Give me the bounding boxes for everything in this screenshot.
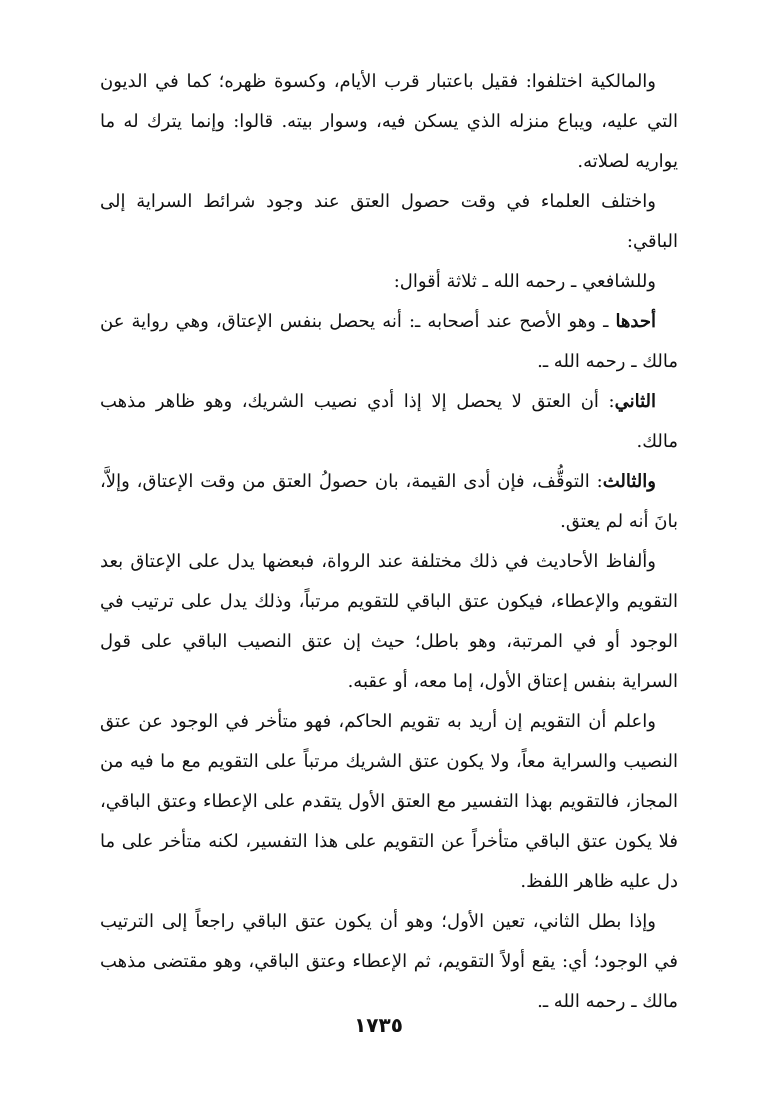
paragraph-text: والمالكية اختلفوا: فقيل باعتبار قرب الأيام، وكسوة ظهره؛ كما في الديون التي عليه، ويباع منزله الذي يسكن فيه، وسوار بيته. قالوا: وإنما يترك له ما يواريه لصلاته. bbox=[100, 71, 678, 172]
paragraph-text: وللشافعي ـ رحمه الله ـ ثلاثة أقوال: bbox=[393, 271, 656, 292]
paragraph-hadith-wordings bbox=[100, 542, 678, 702]
paragraph-text: ـ وهو الأصح عند أصحابه ـ: أنه يحصل بنفس الإعتاق، وهي رواية عن مالك ـ رحمه الله ـ. bbox=[100, 311, 678, 372]
paragraph-text: وألفاظ الأحاديث في ذلك مختلفة عند الرواة، فبعضها يدل على الإعتاق بعد التقويم والإعطاء، فيكون عتق الباقي للتقويم مرتباً، وذلك يدل على ترتيب في الوجود أو في المرتبة، وهو باطل؛ حيث إن عتق النصيب الباقي على قول السراية بنفس إعتاق الأول، إما معه، أو عقبه. bbox=[100, 551, 678, 692]
paragraph-lead: الثاني bbox=[614, 391, 656, 412]
paragraph-text: وإذا بطل الثاني، تعين الأول؛ وهو أن يكون عتق الباقي راجعاً إلى الترتيب في الوجود؛ أي: يقع أولاً التقويم، ثم الإعطاء وعتق الباقي، وهو مقتضى مذهب مالك ـ رحمه الله ـ. bbox=[100, 911, 678, 1012]
paragraph-lead: أحدها bbox=[615, 311, 656, 332]
paragraph-text: : أن العتق لا يحصل إلا إذا أدي نصيب الشريك، وهو ظاهر مذهب مالك. bbox=[100, 391, 678, 452]
paragraph-text: واعلم أن التقويم إن أريد به تقويم الحاكم، فهو متأخر في الوجود عن عتق النصيب والسراية معاً، ولا يكون عتق الشريك مرتباً على التقويم مع ما فيه من المجاز، فالتقويم بهذا التفسير مع العتق الأول يتقدم على الإعطاء وعتق الباقي، فلا يكون عتق الباقي متأخراً عن التقويم على هذا التفسير، لكنه متأخر على ما دل عليه ظاهر اللفظ. bbox=[100, 711, 678, 892]
paragraph-conclusion bbox=[100, 902, 678, 1022]
paragraph-lead: والثالث bbox=[602, 471, 656, 492]
paragraph-text: : التوقُّف، فإن أدى القيمة، بان حصولُ العتق من وقت الإعتاق، وإلاَّ، بانَ أنه لم يعتق. bbox=[100, 471, 678, 532]
paragraph-valuation bbox=[100, 702, 678, 902]
paragraph-shafii-three-opinions bbox=[100, 262, 678, 302]
page-body bbox=[100, 62, 678, 1022]
paragraph-second-opinion bbox=[100, 382, 678, 462]
paragraph-scholars-disagreement bbox=[100, 182, 678, 262]
paragraph-malikiyya bbox=[100, 62, 678, 182]
page-number: ١٧٣٥ bbox=[354, 1013, 403, 1037]
paragraph-text: واختلف العلماء في وقت حصول العتق عند وجود شرائط السراية إلى الباقي: bbox=[100, 191, 678, 252]
paragraph-first-opinion bbox=[100, 302, 678, 382]
paragraph-third-opinion bbox=[100, 462, 678, 542]
